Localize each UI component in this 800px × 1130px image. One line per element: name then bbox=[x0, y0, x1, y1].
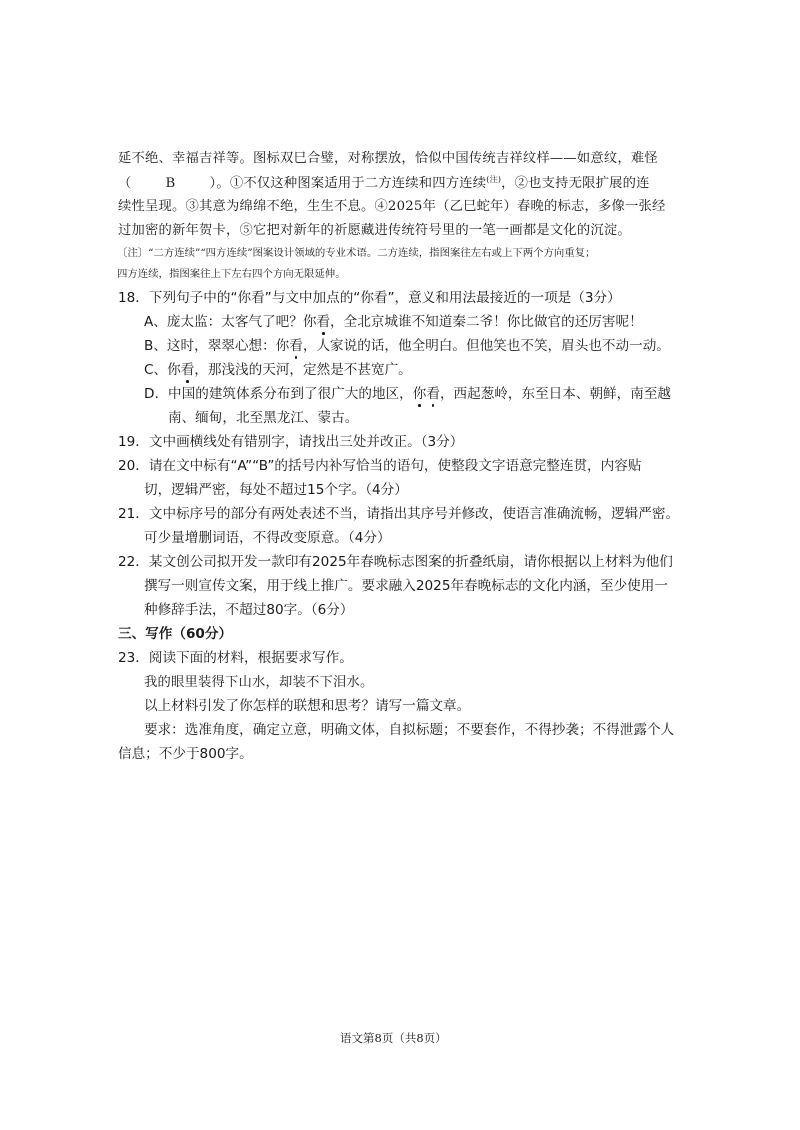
option-c-text-rest: ，那浅浅的天河，定然是不甚宽广。 bbox=[194, 362, 412, 378]
q18-option-d-line-2: 南、缅甸，北至黑龙江、蒙古。 bbox=[168, 410, 359, 426]
option-b-kan-dotted: 看 bbox=[289, 338, 303, 354]
option-a-ni: 你 bbox=[302, 314, 317, 330]
option-b-ni: 你 bbox=[275, 338, 290, 354]
passage-line-3: 续性呈现。③其意为绵绵不绝，生生不息。④2025年（乙巳蛇年）春晚的标志，多像一张经 bbox=[118, 199, 666, 214]
q23-stem: 23．阅读下面的材料，根据要求写作。 bbox=[118, 650, 353, 666]
q21-line-1: 21．文中标序号的部分有两处表述不当，请指出其序号并修改，使语言准确流畅，逻辑严密。 bbox=[118, 506, 680, 522]
q23-requirements-line-1: 要求：选准角度，确定立意，明确文体，自拟标题；不要套作，不得抄袭；不得泄露个人 bbox=[144, 722, 675, 738]
q19-stem: 19．文中画横线处有错别字，请找出三处并改正。（3分） bbox=[118, 434, 464, 450]
q23-requirements-line-2: 信息；不少于800字。 bbox=[118, 746, 253, 762]
option-d-text-rest: ，西起葱岭，东至日本、朝鲜，南至越 bbox=[439, 386, 672, 402]
blank-b-label: B bbox=[165, 176, 176, 191]
option-a-kan-dotted: 看 bbox=[316, 314, 331, 330]
q20-line-1: 20．请在文中标有“A”“B”的括号内补写恰当的语句，使整段文字语意完整连贯，内容贴 bbox=[118, 458, 642, 474]
option-b-text-rest: ，人家说的话，他全明白。但他笑也不笑，眉头也不动一动。 bbox=[302, 338, 670, 354]
bracket-open: （ bbox=[118, 176, 132, 191]
option-d-ni-dotted: 你 bbox=[412, 386, 427, 402]
page-footer: 语文第8页（共8页） bbox=[340, 1031, 447, 1045]
q18-option-b bbox=[144, 340, 670, 354]
q23-material: 我的眼里装得下山水，却装不下泪水。 bbox=[144, 675, 374, 690]
q18-stem: 18．下列句子中的“你看”与文中加点的“你看”，意义和用法最接近的一项是（3分） bbox=[118, 290, 621, 306]
note-line-2: 四方连续，指图案往上下左右四个方向无限延伸。 bbox=[117, 268, 346, 280]
q18-option-d bbox=[144, 388, 671, 402]
passage-line-2 bbox=[118, 176, 650, 190]
note-marker: (注) bbox=[486, 175, 502, 184]
option-a-text: A、庞太监：太客气了吧？ bbox=[144, 314, 303, 330]
passage-line-2-tail: ，②也支持无限扩展的连 bbox=[501, 176, 650, 191]
q21-line-2: 可少量增删词语，不得改变原意。（4分） bbox=[144, 530, 391, 546]
q18-option-a bbox=[144, 316, 643, 330]
option-c-ni: 你 bbox=[167, 362, 181, 378]
option-c-text: C、 bbox=[144, 362, 168, 378]
option-b-text: B、这时，翠翠心想： bbox=[144, 338, 276, 354]
q22-line-3: 种修辞手法，不超过80字。（6分） bbox=[144, 602, 354, 618]
q18-option-c bbox=[144, 364, 412, 378]
option-d-kan-dotted: 看 bbox=[426, 386, 440, 402]
q22-line-1: 22．某文创公司拟开发一款印有2025年春晚标志图案的折叠纸扇，请你根据以上材料为他们 bbox=[118, 554, 673, 570]
q22-line-2: 撰写一则宣传文案，用于线上推广。要求融入2025年春晚标志的文化内涵，至少使用一 bbox=[144, 578, 668, 594]
section-writing-title: 三、写作（60分） bbox=[118, 626, 233, 642]
option-d-text: D．中国的建筑体系分布到了很广大的地区， bbox=[144, 386, 413, 402]
note-line-1: 〔注〕“二方连续”“四方连续”图案设计领域的专业术语。二方连续，指图案往左右或上下两个方向重复； bbox=[117, 247, 596, 259]
passage-line-1: 延不绝、幸福吉祥等。图标双巳合璧，对称摆放，恰似中国传统吉祥纹样——如意纹，难怪 bbox=[118, 151, 658, 166]
q23-prompt: 以上材料引发了你怎样的联想和思考？请写一篇文章。 bbox=[144, 698, 471, 714]
option-a-text-rest: ，全北京城谁不知道秦二爷！你比做官的还厉害呢！ bbox=[330, 314, 643, 330]
passage-line-4: 过加密的新年贺卡，⑤它把对新年的祈愿藏进传统符号里的一笔一画都是文化的沉淀。 bbox=[118, 223, 631, 238]
q20-line-2: 切，逻辑严密，每处不超过15个字。（4分） bbox=[144, 482, 408, 498]
option-c-kan-dotted: 看 bbox=[180, 362, 195, 378]
passage-line-2-text: ）。①不仅这种图案适用于二方连续和四方连续 bbox=[209, 176, 487, 191]
